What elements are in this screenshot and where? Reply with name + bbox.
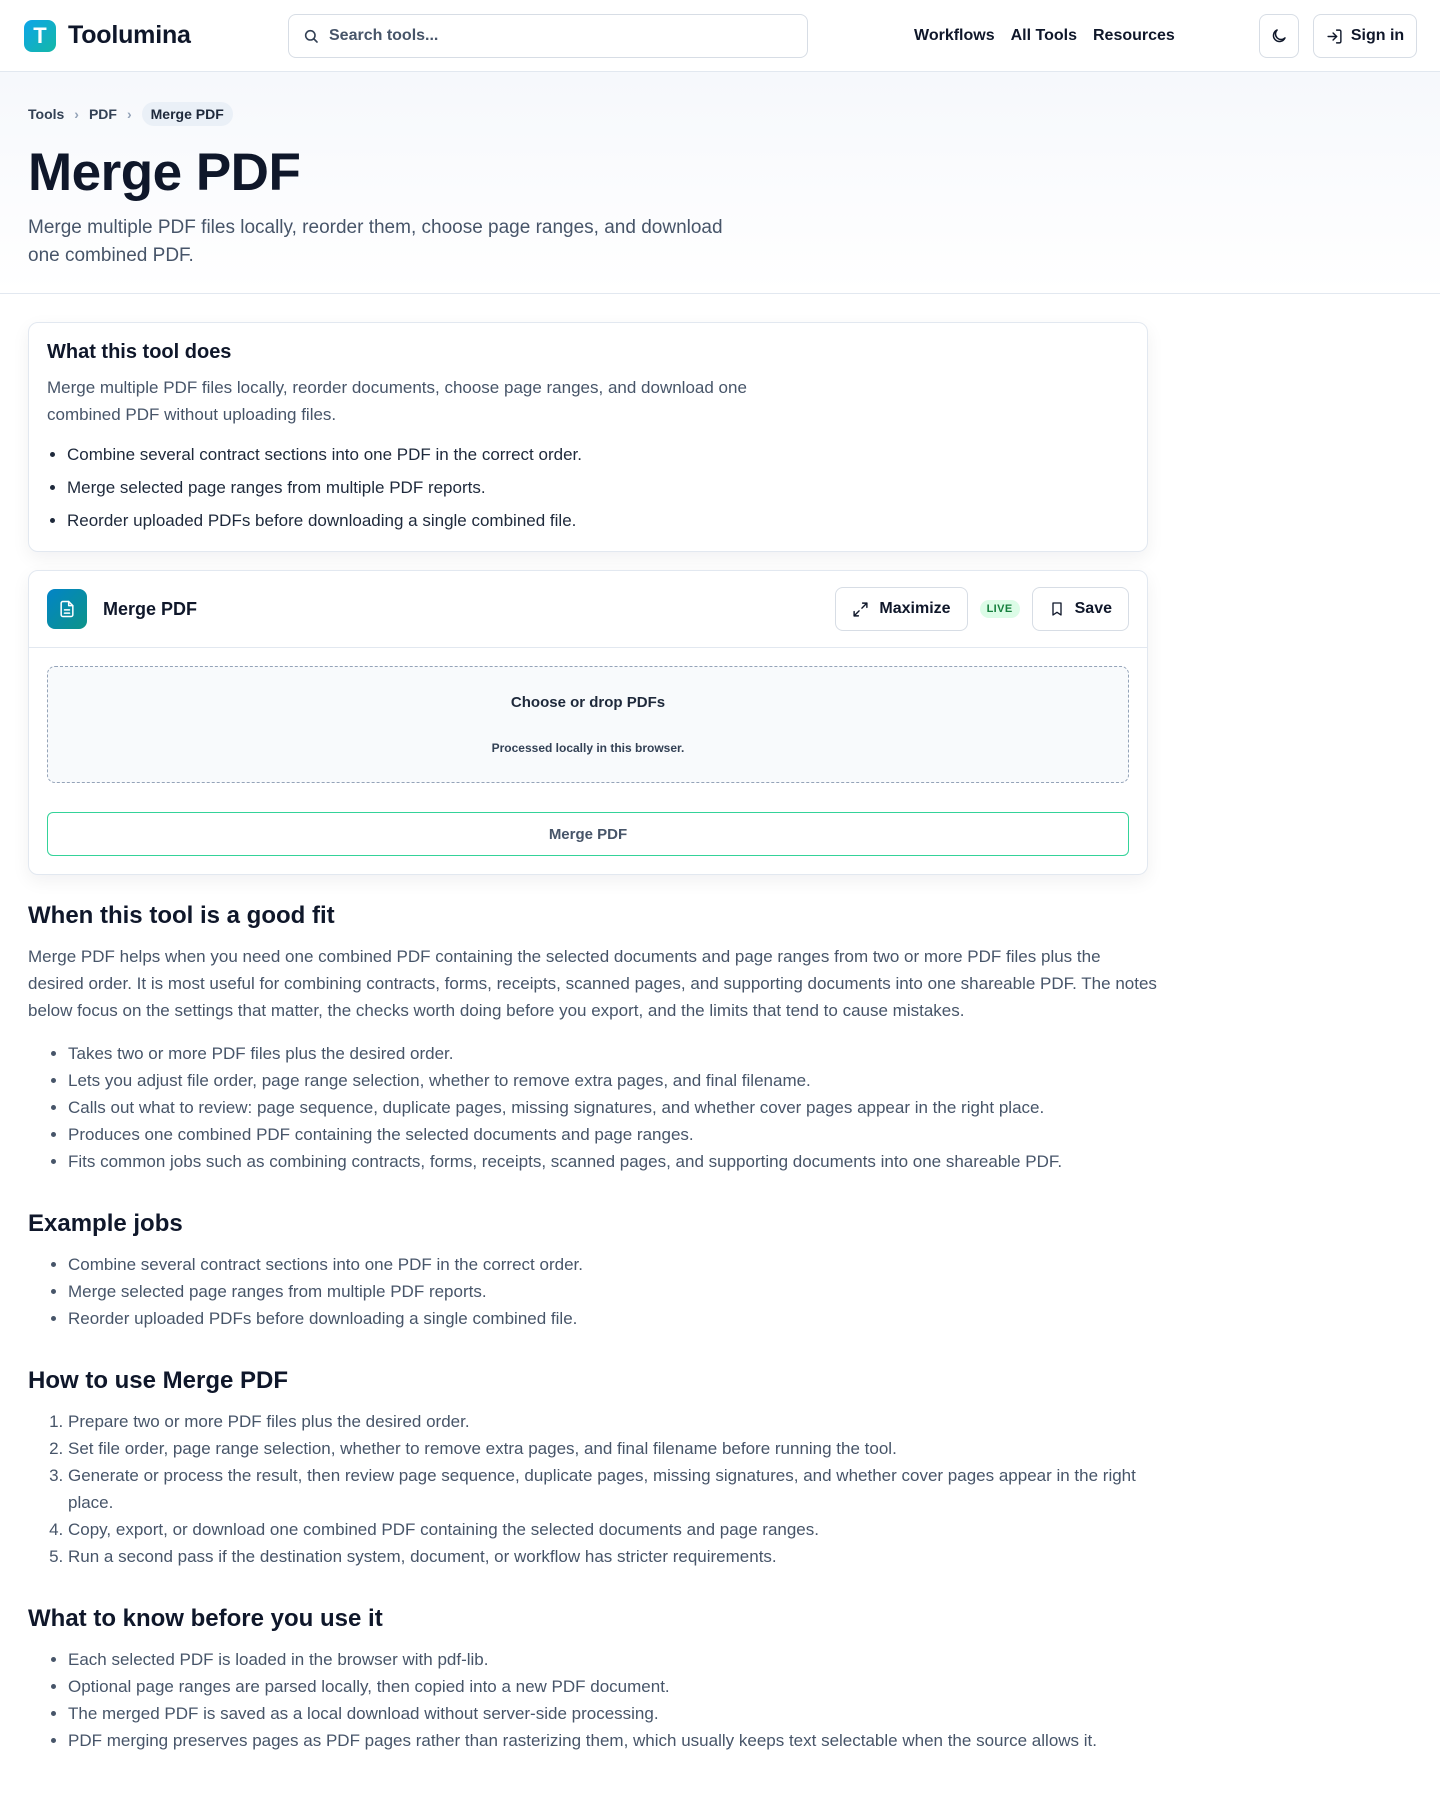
section-title: How to use Merge PDF	[28, 1367, 289, 1394]
list-item: • Merge selected page ranges from multiple PDF reports.	[67, 471, 1129, 504]
list-item: • PDF merging preserves pages as PDF pages rather than rasterizing them, which usually keeps text selectable when the source allows it.	[68, 1727, 1148, 1754]
breadcrumb-pdf[interactable]: PDF	[88, 106, 117, 122]
breadcrumb	[28, 102, 1412, 126]
bookmark-icon	[1049, 601, 1065, 617]
tool-panel-actions	[835, 587, 1129, 631]
nav-link-resources[interactable]: Resources	[1092, 27, 1175, 44]
moon-icon	[1270, 27, 1288, 45]
step-item: 2. Set file order, page range selection, whether to remove extra pages, and final filename before running the tool.	[68, 1435, 1148, 1462]
list-item: • Combine several contract sections into one PDF in the correct order.	[67, 438, 1129, 471]
list-item: • Calls out what to review: page sequence, duplicate pages, missing signatures, and whether cover pages appear in the right place.	[68, 1094, 1148, 1121]
step-item: 5. Run a second pass if the destination system, document, or workflow has stricter requirements.	[68, 1543, 1148, 1570]
maximize-button[interactable]	[835, 587, 967, 631]
live-status-badge: LIVE	[980, 600, 1020, 618]
save-button[interactable]	[1032, 587, 1129, 631]
breadcrumb-tools[interactable]: Tools	[28, 106, 65, 122]
tool-summary-card	[28, 322, 1148, 552]
tool-article	[0, 901, 1176, 1754]
section-example-jobs	[28, 1209, 1148, 1332]
search-icon	[303, 28, 319, 44]
maximize-label: Maximize	[879, 600, 951, 617]
section-list	[28, 1040, 1148, 1175]
main-content	[0, 294, 1176, 875]
section-title: Example jobs	[28, 1210, 183, 1237]
tool-panel-body	[29, 648, 1147, 874]
list-item: • Takes two or more PDF files plus the desired order.	[68, 1040, 1148, 1067]
dropzone-title: Choose or drop PDFs	[510, 694, 666, 711]
summary-title: What this tool does	[47, 341, 232, 363]
step-item: 4. Copy, export, or download one combined PDF containing the selected documents and page ranges.	[68, 1516, 1148, 1543]
dropzone-note: Processed locally in this browser.	[491, 741, 685, 755]
tool-panel-title: Merge PDF	[103, 598, 198, 619]
chevron-right-icon: ›	[74, 106, 79, 122]
list-item: • Each selected PDF is loaded in the browser with pdf-lib.	[68, 1646, 1148, 1673]
steps-list	[28, 1408, 1148, 1570]
list-item: • Optional page ranges are parsed locally, then copied into a new PDF document.	[68, 1673, 1148, 1700]
section-before-you-use	[28, 1604, 1148, 1754]
sign-in-button[interactable]	[1313, 14, 1417, 58]
merge-pdf-button[interactable]: Merge PDF	[47, 812, 1129, 856]
nav-link-workflows[interactable]: Workflows	[914, 27, 995, 44]
search-box	[288, 14, 808, 58]
maximize-icon	[852, 601, 869, 618]
section-how-to-use	[28, 1366, 1148, 1570]
pdf-dropzone[interactable]	[47, 666, 1129, 783]
section-paragraph: Merge PDF helps when you need one combined PDF containing the selected documents and page ranges from two or more PDF files plus the desired order. It is most useful for combining contracts, forms, receipts, scanned pages, and supporting documents into one shareable PDF. The notes below focus on the settings that matter, the checks worth doing before you export, and the limits that tend to cause mistakes.	[28, 947, 1157, 1020]
section-title: When this tool is a good fit	[28, 902, 335, 929]
breadcrumb-current: Merge PDF	[142, 102, 233, 126]
summary-lead: Merge multiple PDF files locally, reorder documents, choose page ranges, and download one combined PDF without uploading files.	[47, 378, 747, 424]
step-item: 3. Generate or process the result, then review page sequence, duplicate pages, missing signatures, and whether cover pages appear in the right place.	[68, 1462, 1148, 1516]
sign-in-label: Sign in	[1350, 27, 1405, 44]
list-item: • Lets you adjust file order, page range selection, whether to remove extra pages, and final filename.	[68, 1067, 1148, 1094]
brand[interactable]	[24, 20, 191, 52]
main-nav	[914, 0, 1175, 72]
page-hero	[0, 72, 1440, 294]
nav-link-all-tools[interactable]: All Tools	[1010, 27, 1077, 44]
section-list	[28, 1646, 1148, 1754]
list-item: • Reorder uploaded PDFs before downloading a single combined file.	[67, 504, 1129, 537]
list-item: • Combine several contract sections into one PDF in the correct order.	[68, 1251, 1148, 1278]
theme-toggle-button[interactable]	[1259, 14, 1299, 58]
step-item: 1. Prepare two or more PDF files plus the desired order.	[68, 1408, 1148, 1435]
chevron-right-icon: ›	[126, 106, 132, 122]
brand-logo: T	[24, 20, 56, 52]
list-item: • Merge selected page ranges from multiple PDF reports.	[68, 1278, 1148, 1305]
file-text-icon	[47, 589, 87, 629]
list-item: • Produces one combined PDF containing the selected documents and page ranges.	[68, 1121, 1148, 1148]
tool-panel-header	[29, 571, 1147, 648]
brand-name: Toolumina	[68, 21, 191, 49]
section-list	[28, 1251, 1148, 1332]
list-item: • The merged PDF is saved as a local download without server-side processing.	[68, 1700, 1148, 1727]
list-item: • Fits common jobs such as combining contracts, forms, receipts, scanned pages, and supporting documents into one shareable PDF.	[68, 1148, 1148, 1175]
save-label: Save	[1074, 600, 1112, 617]
list-item: • Reorder uploaded PDFs before downloading a single combined file.	[68, 1305, 1148, 1332]
page-title: Merge PDF	[28, 143, 301, 202]
section-good-fit	[28, 901, 1157, 1175]
log-in-icon	[1326, 28, 1343, 45]
page-description: Merge multiple PDF files locally, reorder them, choose page ranges, and download one combined PDF.	[28, 217, 723, 267]
search-input[interactable]	[329, 27, 793, 45]
section-title: What to know before you use it	[28, 1605, 383, 1632]
summary-list	[47, 438, 1129, 537]
top-navigation-bar	[0, 0, 1440, 72]
tool-panel	[28, 570, 1148, 875]
